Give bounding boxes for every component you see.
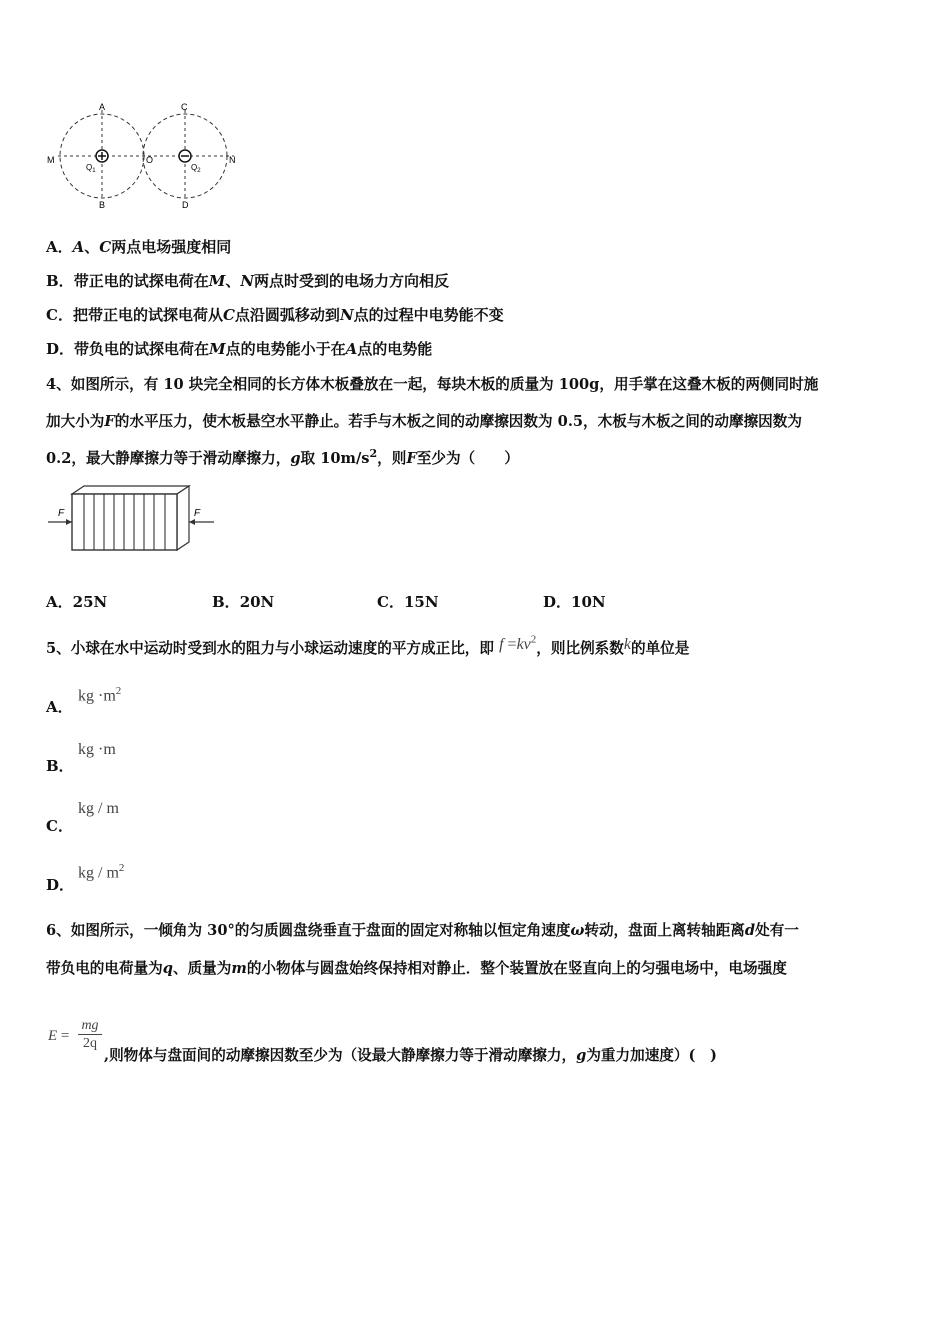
label-d: D (182, 200, 189, 210)
q3-option-d: D．带负电的试探电荷在M点的电势能小于在A点的电势能 (46, 340, 433, 358)
q4-stem-line3: 0.2，最大静摩擦力等于滑动摩擦力，g取 $10m/s^2$，则F至少为（ ） (46, 447, 519, 467)
q6-formula-fraction: mg 2q (78, 1018, 102, 1053)
q5-stem: 5、小球在水中运动时受到水的阻力与小球运动速度的平方成正比，即 $f =kv^2$，则比例系数k的单位是 (46, 633, 690, 657)
q5-option-b-unit: kg ·m (78, 741, 116, 758)
figure-two-charges (44, 100, 254, 212)
q5-option-c-unit: kg / m (78, 800, 119, 817)
figure-board-stack (44, 482, 219, 554)
q5-option-c-letter: C． (46, 817, 73, 835)
label-b: B (99, 200, 106, 210)
label-c: C (181, 102, 188, 112)
q5-option-d-letter: D． (46, 876, 75, 894)
q4-stem-line1: 4、如图所示，有 10 块完全相同的长方体木板叠放在一起，每块木板的质量为 100g，用手掌在这叠木板的两侧同时施 (46, 376, 819, 393)
q4-option-d: D．10N (543, 593, 606, 611)
q4-option-a: A．25N (46, 593, 108, 611)
label-f-left: F (58, 508, 65, 519)
label-q1: $Q_1$ (86, 163, 96, 174)
q3-option-b: B．带正电的试探电荷在M、N两点时受到的电场力方向相反 (46, 272, 450, 290)
label-n: N (229, 155, 236, 165)
label-q2: $Q_2$ (191, 163, 201, 174)
label-o: O (146, 155, 154, 165)
q3-option-c: C．把带正电的试探电荷从C点沿圆弧移动到N点的过程中电势能不变 (46, 306, 504, 324)
label-f-right: F (194, 508, 201, 519)
label-a: A (99, 102, 106, 112)
label-m: M (47, 155, 55, 165)
q4-stem-line2: 加大小为F的水平压力，使木板悬空水平静止。若手与木板之间的动摩擦因数为 0.5，木板与木板之间的动摩擦因数为 (46, 413, 802, 430)
q5-option-d-unit: kg / $m^2$ (78, 862, 125, 882)
q5-option-b-letter: B． (46, 757, 74, 775)
q5-option-a-unit: kg $\cdot m^2$ (78, 685, 122, 705)
q6-stem-line3: ,则物体与盘面间的动摩擦因数至少为（设最大静摩擦力等于滑动摩擦力，g为重力加速度）( ) (104, 1047, 717, 1064)
q6-stem-line1: 6、如图所示，一倾角为 30°的匀质圆盘绕垂直于盘面的固定对称轴以恒定角速度ω转动，盘面上离转轴距离d处有一 (46, 922, 799, 939)
q5-option-a-letter: A． (46, 698, 73, 716)
q4-option-b: B．20N (212, 593, 275, 611)
q3-option-a: A．A、C两点电场强度相同 (46, 238, 232, 256)
q6-stem-line2: 带负电的电荷量为q、质量为m的小物体与圆盘始终保持相对静止．整个装置放在竖直向上的匀强电场中，电场强度 (46, 960, 787, 977)
q6-formula-lhs: E = (48, 1028, 70, 1044)
q4-option-c: C．15N (377, 593, 439, 611)
